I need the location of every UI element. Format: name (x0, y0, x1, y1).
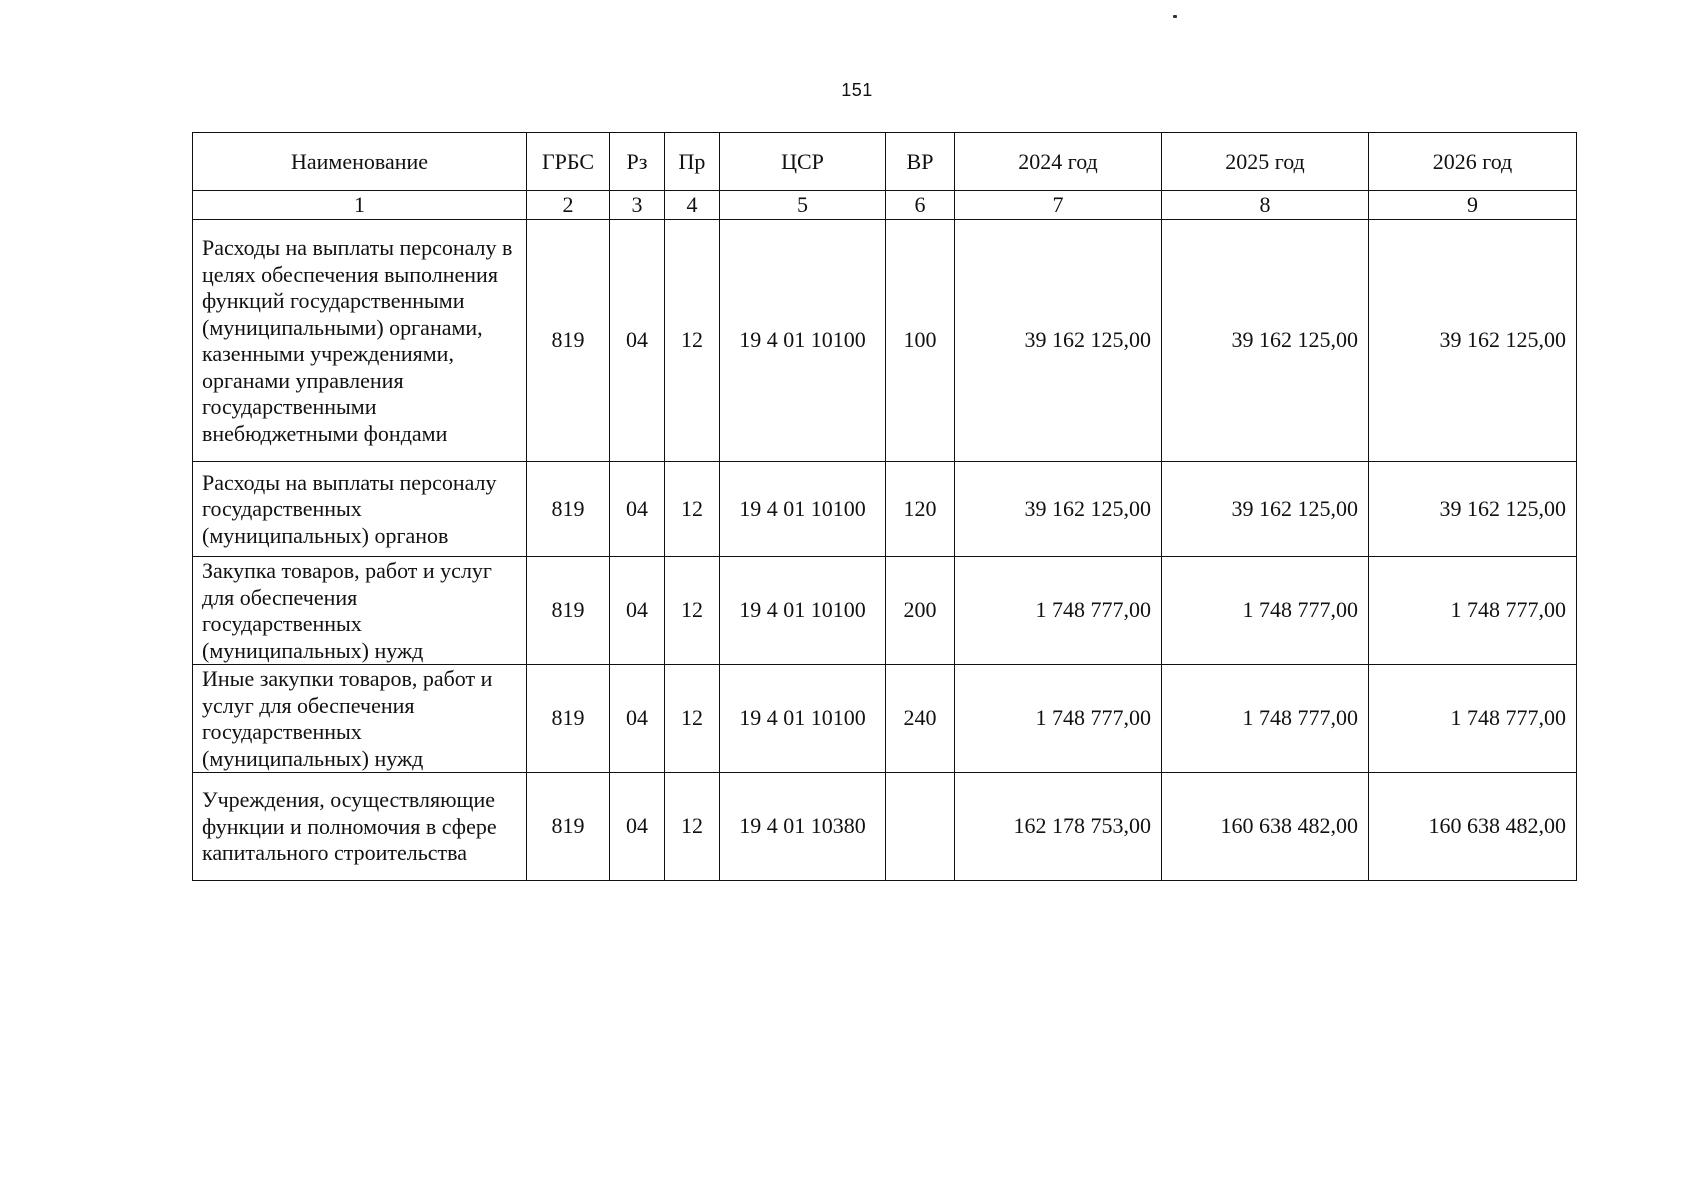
column-number: 3 (610, 191, 665, 220)
row-name: Расходы на выплаты персоналу в целях обеспечения выполнения функций государственными (муниципальными) органами, казенными учреждениями, органами управления государственными внебюджетными фондами (193, 220, 527, 462)
row-vr: 120 (886, 462, 955, 557)
row-amount-2026: 160 638 482,00 (1369, 773, 1577, 881)
column-number: 6 (886, 191, 955, 220)
column-number: 9 (1369, 191, 1577, 220)
row-rz: 04 (610, 557, 665, 665)
column-number: 2 (527, 191, 610, 220)
row-amount-2026: 39 162 125,00 (1369, 220, 1577, 462)
header-name: Наименование (193, 133, 527, 191)
row-rz: 04 (610, 773, 665, 881)
row-grbs: 819 (527, 773, 610, 881)
row-amount-2024: 1 748 777,00 (955, 557, 1162, 665)
scan-speck (1173, 15, 1177, 18)
table-row (193, 462, 1577, 557)
column-number: 7 (955, 191, 1162, 220)
table-row (193, 773, 1577, 881)
row-amount-2025: 39 162 125,00 (1162, 220, 1369, 462)
row-name: Иные закупки товаров, работ и услуг для обеспечения государственных (муниципальных) нужд (193, 665, 527, 773)
row-name: Расходы на выплаты персоналу государственных (муниципальных) органов (193, 462, 527, 557)
row-amount-2024: 1 748 777,00 (955, 665, 1162, 773)
row-csr: 19 4 01 10380 (720, 773, 886, 881)
row-name: Закупка товаров, работ и услуг для обеспечения государственных (муниципальных) нужд (193, 557, 527, 665)
row-pr: 12 (665, 557, 720, 665)
row-grbs: 819 (527, 462, 610, 557)
budget-table (192, 132, 1577, 881)
header-grbs: ГРБС (527, 133, 610, 191)
row-rz: 04 (610, 220, 665, 462)
row-csr: 19 4 01 10100 (720, 557, 886, 665)
row-csr: 19 4 01 10100 (720, 462, 886, 557)
header-vr: ВР (886, 133, 955, 191)
header-2025: 2025 год (1162, 133, 1369, 191)
row-rz: 04 (610, 665, 665, 773)
table-row (193, 665, 1577, 773)
row-pr: 12 (665, 773, 720, 881)
header-csr: ЦСР (720, 133, 886, 191)
column-number: 4 (665, 191, 720, 220)
row-pr: 12 (665, 665, 720, 773)
header-row (193, 133, 1577, 191)
row-name: Учреждения, осуществляющие функции и полномочия в сфере капитального строительства (193, 773, 527, 881)
row-vr: 240 (886, 665, 955, 773)
column-number: 8 (1162, 191, 1369, 220)
column-number: 5 (720, 191, 886, 220)
row-amount-2025: 160 638 482,00 (1162, 773, 1369, 881)
header-pr: Пр (665, 133, 720, 191)
row-amount-2026: 39 162 125,00 (1369, 462, 1577, 557)
row-amount-2025: 39 162 125,00 (1162, 462, 1369, 557)
row-pr: 12 (665, 462, 720, 557)
row-amount-2024: 162 178 753,00 (955, 773, 1162, 881)
row-vr (886, 773, 955, 881)
row-grbs: 819 (527, 665, 610, 773)
header-2024: 2024 год (955, 133, 1162, 191)
page-number: 151 (841, 80, 873, 100)
row-csr: 19 4 01 10100 (720, 665, 886, 773)
row-vr: 200 (886, 557, 955, 665)
row-pr: 12 (665, 220, 720, 462)
table-row (193, 557, 1577, 665)
row-grbs: 819 (527, 220, 610, 462)
row-amount-2026: 1 748 777,00 (1369, 665, 1577, 773)
header-rz: Рз (610, 133, 665, 191)
row-rz: 04 (610, 462, 665, 557)
column-number-row (193, 191, 1577, 220)
row-amount-2026: 1 748 777,00 (1369, 557, 1577, 665)
row-amount-2025: 1 748 777,00 (1162, 557, 1369, 665)
row-vr: 100 (886, 220, 955, 462)
row-amount-2025: 1 748 777,00 (1162, 665, 1369, 773)
column-number: 1 (193, 191, 527, 220)
row-amount-2024: 39 162 125,00 (955, 462, 1162, 557)
header-2026: 2026 год (1369, 133, 1577, 191)
row-csr: 19 4 01 10100 (720, 220, 886, 462)
row-amount-2024: 39 162 125,00 (955, 220, 1162, 462)
table-row (193, 220, 1577, 462)
row-grbs: 819 (527, 557, 610, 665)
